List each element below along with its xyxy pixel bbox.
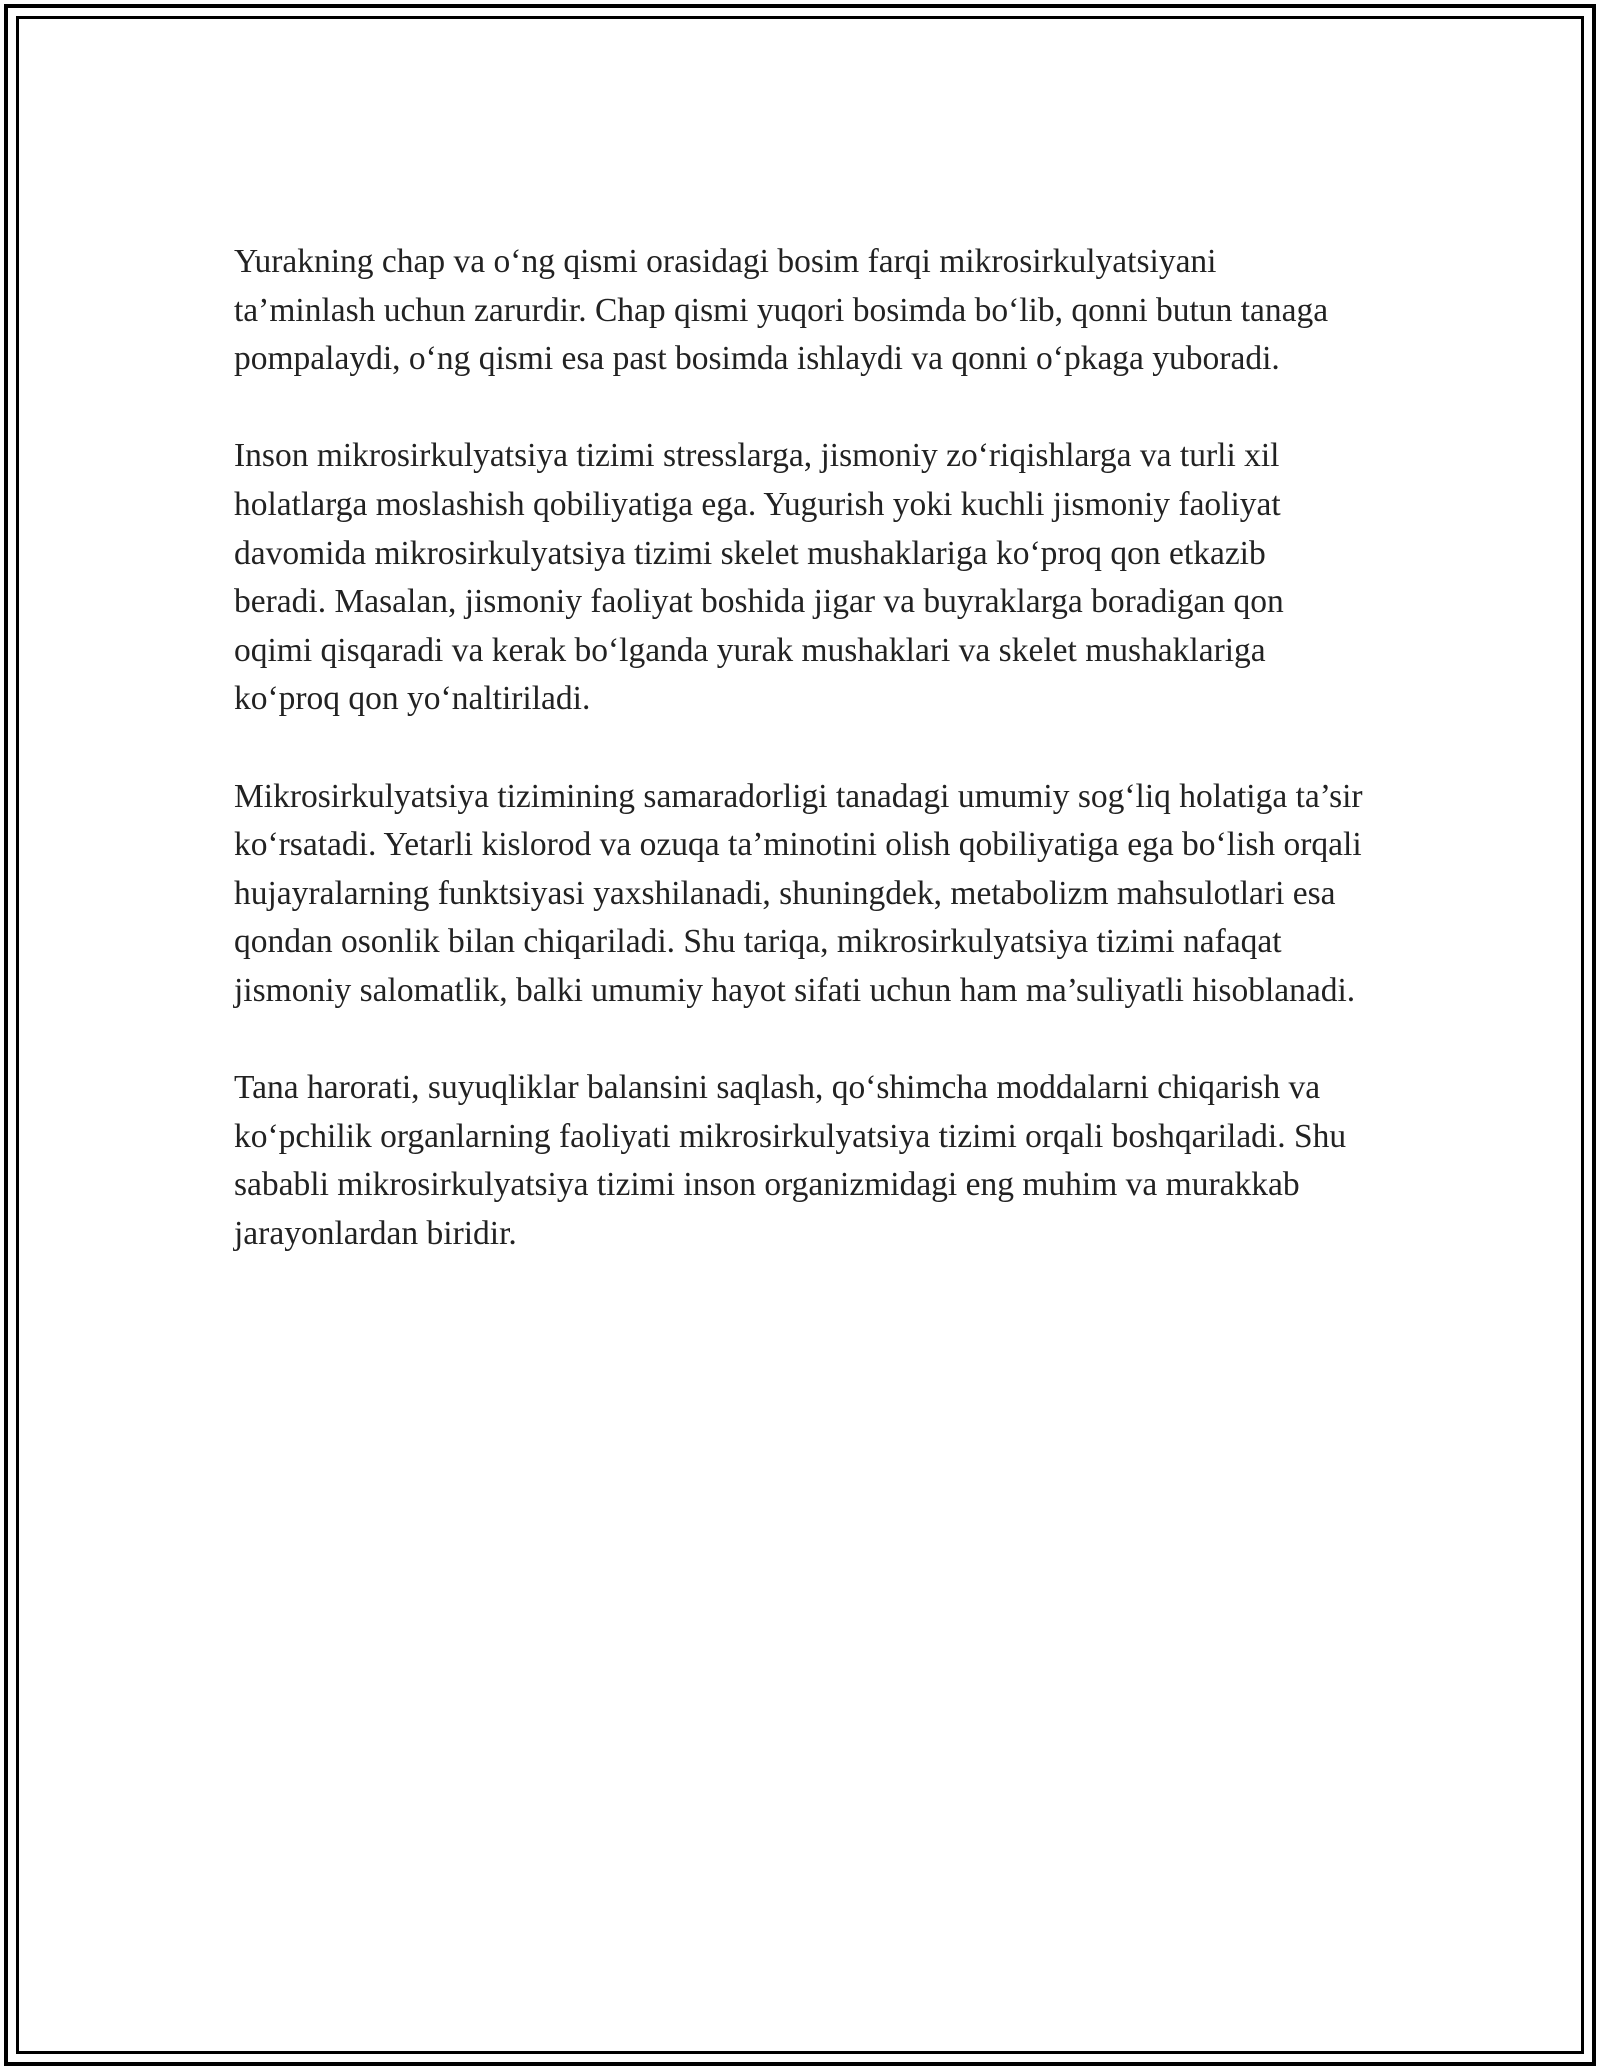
document-body xyxy=(234,238,1364,1258)
paragraph-3: Mikrosirkulyatsiya tizimining samaradorligi tanadagi umumiy sog‘liq holatiga ta’sir ko‘rsatadi. Yetarli kislorod va ozuqa ta’minotini olish qobiliyatiga ega bo‘lish orqali hujayralarning funktsiyasi yaxshilanadi, shuningdek, metabolizm mahsulotlari esa qondan osonlik bilan chiqariladi. Shu tariqa, mikrosirkulyatsiya tizimi nafaqat jismoniy salomatlik, balki umumiy hayot sifati uchun ham ma’suliyatli hisoblanadi. xyxy=(234,777,1363,1009)
paragraph-1: Yurakning chap va o‘ng qismi orasidagi bosim farqi mikrosirkulyatsiyani ta’minlash uchun zarurdir. Chap qismi yuqori bosimda bo‘lib, qonni butun tanaga pompalaydi, o‘ng qismi esa past bosimda ishlaydi va qonni o‘pkaga yuboradi. xyxy=(234,243,1329,378)
paragraph-4: Tana harorati, suyuqliklar balansini saqlash, qo‘shimcha moddalarni chiqarish va ko‘pchilik organlarning faoliyati mikrosirkulyatsiya tizimi orqali boshqariladi. Shu sababli mikrosirkulyatsiya tizimi inson organizmidagi eng muhim va murakkab jarayonlardan biridir. xyxy=(234,1069,1347,1252)
paragraph-2: Inson mikrosirkulyatsiya tizimi stresslarga, jismoniy zo‘riqishlarga va turli xil holatlarga moslashish qobiliyatiga ega. Yugurish yoki kuchli jismoniy faoliyat davomida mikrosirkulyatsiya tizimi skelet mushaklariga ko‘proq qon etkazib beradi. Masalan, jismoniy faoliyat boshida jigar va buyraklarga boradigan qon oqimi qisqaradi va kerak bo‘lganda yurak mushaklari va skelet mushaklariga ko‘proq qon yo‘naltiriladi. xyxy=(234,437,1284,718)
